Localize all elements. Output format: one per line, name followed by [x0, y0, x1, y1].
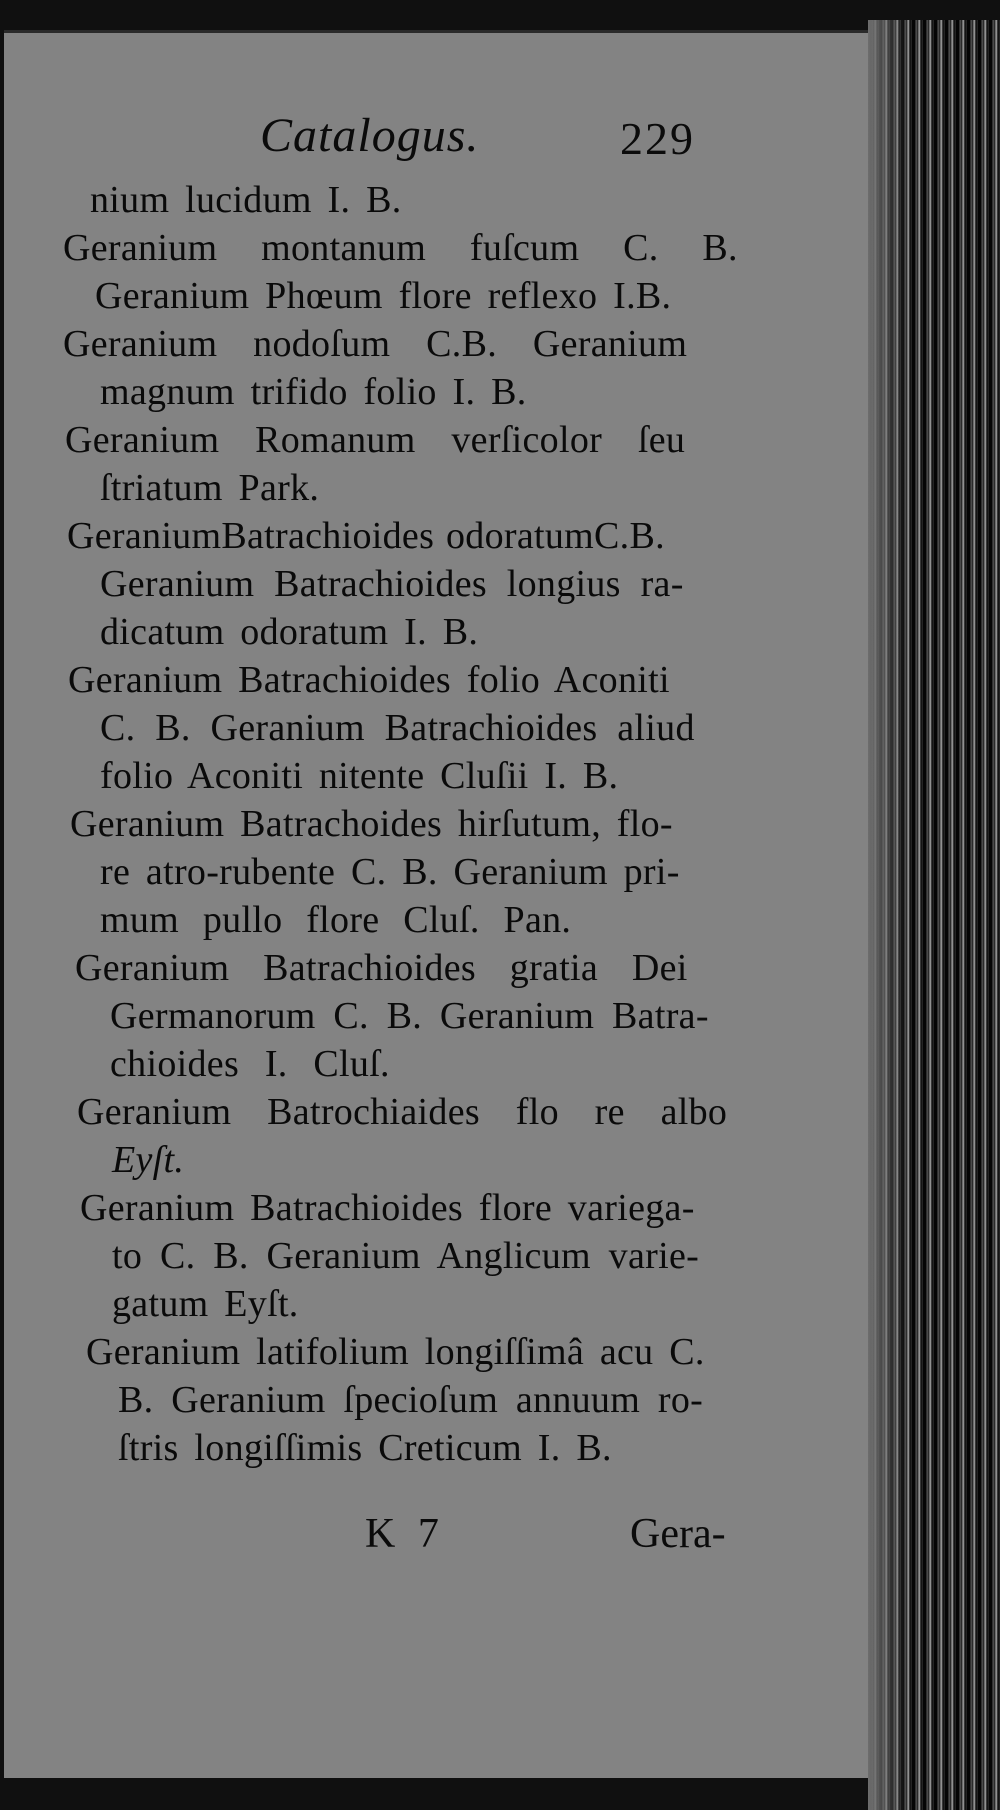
text-line: re atro-rubente C. B. Geranium pri- [100, 851, 680, 893]
text-line: C. B. Geranium Batrachioides aliud [100, 707, 695, 749]
running-title: Catalogus. [260, 109, 480, 162]
text-line: Geranium Phœum flore reflexo I.B. [95, 275, 672, 317]
text-line: folio Aconiti nitente Cluſii I. B. [100, 755, 619, 797]
text-line: Geranium Batrachioides gratia Dei [75, 947, 688, 989]
gutter-shadow [868, 20, 908, 1810]
text-line: chioides I. Cluſ. [110, 1043, 390, 1085]
text-line: Geranium latifolium longiſſimâ acu C. [86, 1331, 705, 1373]
text-line: ſtris longiſſimis Creticum I. B. [118, 1427, 612, 1469]
text-line: dicatum odoratum I. B. [100, 611, 479, 653]
text-line: GeraniumBatrachioides odoratumC.B. [67, 515, 665, 557]
text-line: Geranium montanum fuſcum C. B. [63, 227, 738, 269]
text-line: Geranium Romanum verſicolor ſeu [65, 419, 686, 461]
text-line: Geranium Batrachioides longius ra- [100, 563, 684, 605]
text-line: Geranium Batrachioides folio Aconiti [68, 659, 670, 701]
text-line: ſtriatum Park. [100, 467, 320, 509]
text-line: Geranium Batrachioides flore variega- [80, 1187, 695, 1229]
page-number: 229 [620, 113, 695, 164]
text-line: to C. B. Geranium Anglicum varie- [112, 1235, 700, 1277]
text-line: B. Geranium ſpecioſum annuum ro- [118, 1379, 704, 1421]
text-line: magnum trifido folio I. B. [100, 371, 527, 413]
text-line: gatum Eyſt. [112, 1283, 299, 1325]
text-line: Geranium Batrachoides hirſutum, flo- [70, 803, 673, 845]
signature-mark: K 7 [365, 1511, 445, 1557]
text-line: Geranium Batrochiaides flo re albo [77, 1091, 728, 1133]
text-line: mum pullo flore Cluſ. Pan. [100, 899, 572, 941]
catchword: Gera- [630, 1511, 726, 1557]
text-line: Eyſt. [112, 1139, 185, 1181]
text-line: Germanorum C. B. Geranium Batra- [110, 995, 709, 1037]
text-line: nium lucidum I. B. [90, 179, 402, 221]
text-line: Geranium nodoſum C.B. Geranium [63, 323, 688, 365]
